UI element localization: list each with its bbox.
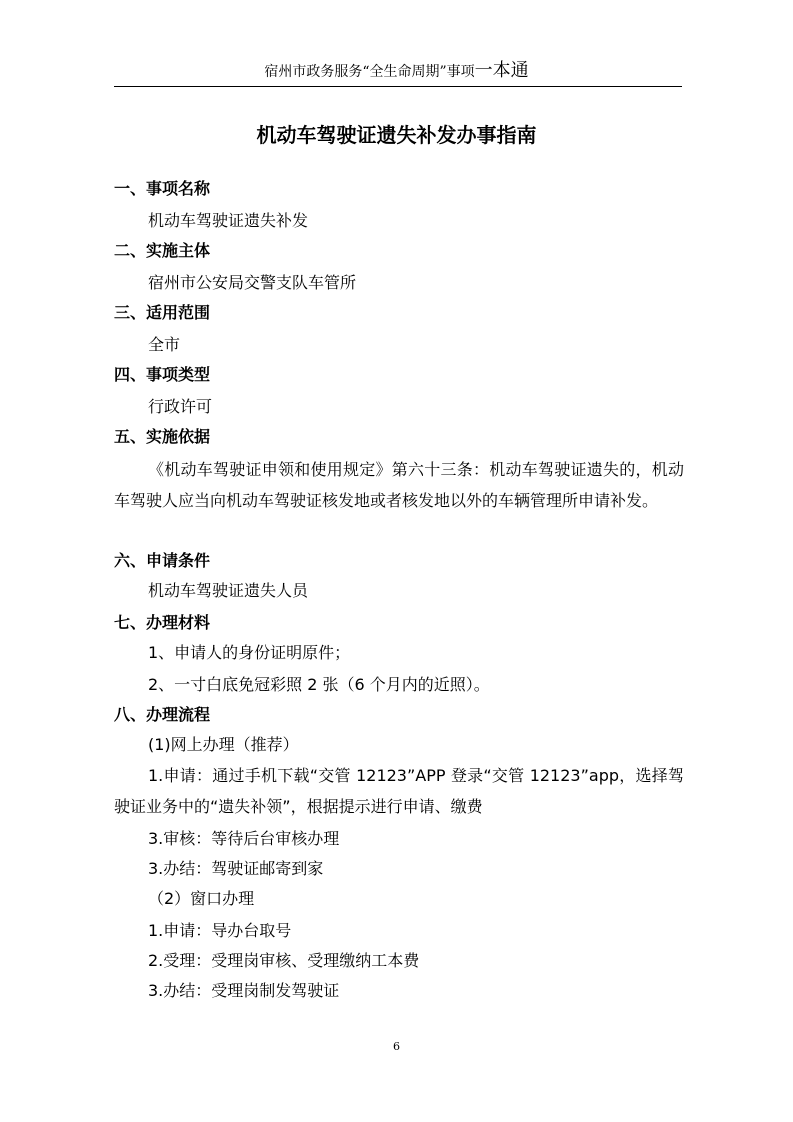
materials-item-2: 2、一寸白底免冠彩照 2 张（6 个月内的近照）。 — [148, 675, 490, 694]
running-header-text: 宿州市政务服务“全生命周期”事项 — [264, 64, 475, 80]
section-heading-implementer: 二、实施主体 — [114, 241, 211, 260]
section-heading-item-type: 四、事项类型 — [114, 365, 211, 384]
page-title: 机动车驾驶证遗失补发办事指南 — [256, 123, 537, 147]
process-online-title: (1)网上办理（推荐） — [148, 735, 299, 754]
process-online-step-3: 3.办结：驾驶证邮寄到家 — [148, 859, 324, 878]
header-rule — [114, 86, 682, 87]
section-heading-process: 八、办理流程 — [114, 705, 211, 724]
process-window-step-2: 2.受理：受理岗审核、受理缴纳工本费 — [148, 951, 420, 970]
section-heading-materials: 七、办理材料 — [114, 613, 211, 632]
running-header — [0, 60, 793, 83]
section-heading-legal-basis: 五、实施依据 — [114, 427, 211, 446]
process-online-step-1: 1.申请：通过手机下载“交管 12123”APP 登录“交管 12123”app，选择驾驶证业务中的“遗失补领”，根据提示进行申请、缴费 — [114, 766, 684, 816]
section-body-item-type: 行政许可 — [148, 397, 213, 416]
running-header-emphasis: 一本通 — [474, 60, 529, 81]
section-body-scope: 全市 — [148, 335, 181, 354]
section-body-conditions: 机动车驾驶证遗失人员 — [148, 581, 309, 600]
page-number: 6 — [393, 1040, 400, 1053]
section-body-legal-basis: 《机动车驾驶证申领和使用规定》第六十三条：机动车驾驶证遗失的，机动车驾驶人应当向机动车驾驶证核发地或者核发地以外的车辆管理所申请补发。 — [114, 460, 684, 510]
process-window-step-1: 1.申请：导办台取号 — [148, 921, 292, 940]
materials-item-1: 1、申请人的身份证明原件； — [148, 643, 351, 662]
section-body-item-name: 机动车驾驶证遗失补发 — [148, 211, 309, 230]
process-online-step-2: 3.审核：等待后台审核办理 — [148, 829, 340, 848]
section-heading-item-name: 一、事项名称 — [114, 179, 211, 198]
section-body-implementer: 宿州市公安局交警支队车管所 — [148, 273, 357, 292]
section-heading-conditions: 六、申请条件 — [114, 551, 211, 570]
process-window-title: （2）窗口办理 — [148, 889, 255, 908]
process-window-step-3: 3.办结：受理岗制发驾驶证 — [148, 981, 340, 1000]
section-heading-scope: 三、适用范围 — [114, 303, 211, 322]
